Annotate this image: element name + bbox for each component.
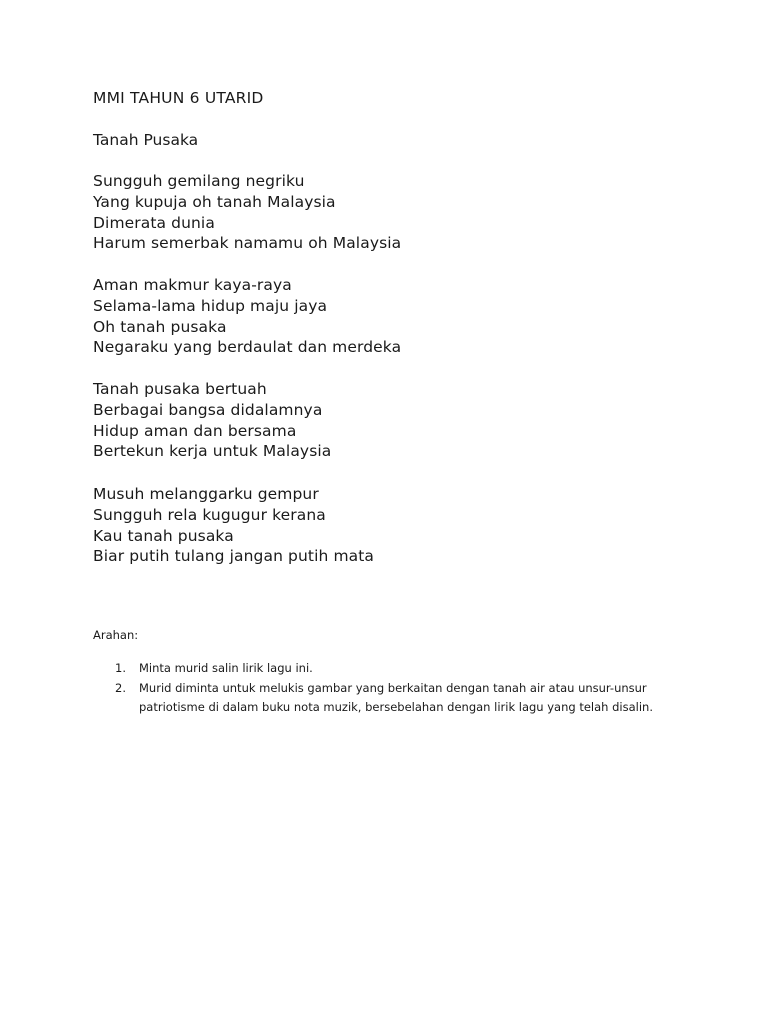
lyric-line: Oh tanah pusaka xyxy=(93,317,227,336)
lyric-line: Sungguh gemilang negriku xyxy=(93,172,305,190)
lyric-line: Selama-lama hidup maju jaya xyxy=(93,296,328,315)
lyrics-stanza-2 xyxy=(93,275,401,358)
lyric-line: Tanah pusaka bertuah xyxy=(93,380,267,398)
lyric-line: Hidup aman dan bersama xyxy=(93,421,297,440)
instruction-text: Minta murid salin lirik lagu ini. xyxy=(139,661,313,675)
lyric-line: Biar putih tulang jangan putih mata xyxy=(93,547,375,566)
lyrics-stanza-4 xyxy=(93,484,374,567)
instructions-list xyxy=(93,659,673,718)
instructions-label: Arahan: xyxy=(93,628,139,642)
instruction-item xyxy=(93,679,673,718)
lyric-line: Harum semerbak namamu oh Malaysia xyxy=(93,234,402,253)
instruction-item xyxy=(93,659,673,679)
instruction-number: 2. xyxy=(115,680,126,695)
lyric-line: Aman makmur kaya-raya xyxy=(93,276,292,294)
lyrics-stanza-3 xyxy=(93,379,331,462)
lyric-line: Kau tanah pusaka xyxy=(93,526,234,545)
lyric-line: Sungguh rela kugugur kerana xyxy=(93,505,326,524)
lyric-line: Dimerata dunia xyxy=(93,213,215,232)
instruction-number: 1. xyxy=(115,661,126,675)
lyric-line: Bertekun kerja untuk Malaysia xyxy=(93,442,332,461)
lyric-line: Musuh melanggarku gempur xyxy=(93,485,319,503)
lyric-line: Negaraku yang berdaulat dan merdeka xyxy=(93,338,402,357)
document-header: MMI TAHUN 6 UTARID xyxy=(93,89,264,107)
lyric-line: Yang kupuja oh tanah Malaysia xyxy=(93,192,336,211)
lyric-line: Berbagai bangsa didalamnya xyxy=(93,400,323,419)
lyrics-stanza-1 xyxy=(93,171,401,254)
instruction-text: Murid diminta untuk melukis gambar yang berkaitan dengan tanah air atau unsur-unsur patriotisme di dalam buku nota muzik, bersebelahan dengan lirik lagu yang telah disalin. xyxy=(139,680,653,714)
song-title: Tanah Pusaka xyxy=(93,131,199,149)
